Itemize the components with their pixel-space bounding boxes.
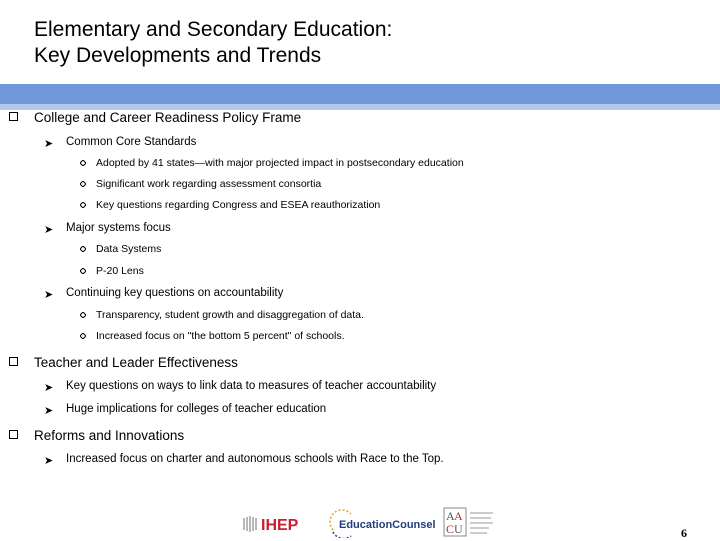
arrow-bullet-icon: ➤ (44, 455, 54, 467)
slide-title-line-2: Key Developments and Trends (34, 44, 322, 67)
bullet-level3: Increased focus on "the bottom 5 percent" of schools. (96, 330, 345, 342)
bullet-level2: Continuing key questions on accountability (66, 287, 284, 299)
bullet-level3: Key questions regarding Congress and ESEA reauthorization (96, 199, 381, 211)
square-bullet-icon (9, 357, 18, 366)
section-heading: College and Career Readiness Policy Frame (34, 110, 302, 125)
svg-text:U: U (454, 522, 463, 536)
bullet-level3: Adopted by 41 states—with major projected impact in postsecondary education (96, 157, 464, 169)
bullet-level2: Key questions on ways to link data to measures of teacher accountability (66, 380, 437, 392)
bullet-level2: Major systems focus (66, 222, 171, 234)
bullet-level3: Significant work regarding assessment consortia (96, 178, 322, 190)
ihep-logo-text: IHEP (261, 517, 299, 534)
svg-text:A: A (446, 509, 455, 523)
arrow-bullet-icon: ➤ (44, 405, 54, 417)
svg-text:A: A (454, 509, 463, 523)
bullet-level3: Transparency, student growth and disaggregation of data. (96, 309, 364, 321)
arrow-bullet-icon: ➤ (44, 289, 54, 301)
arrow-bullet-icon: ➤ (44, 138, 54, 150)
slide-title-line-1: Elementary and Secondary Education: (34, 18, 393, 41)
arrow-bullet-icon: ➤ (44, 382, 54, 394)
diamond-bullet-icon (80, 312, 86, 318)
bullet-level2: Common Core Standards (66, 136, 197, 148)
square-bullet-icon (9, 430, 18, 439)
section-heading: Teacher and Leader Effectiveness (34, 355, 238, 370)
bullet-level3: Data Systems (96, 243, 162, 255)
ihep-logo (243, 514, 323, 534)
diamond-bullet-icon (80, 202, 86, 208)
svg-text:C: C (446, 522, 455, 536)
square-bullet-icon (9, 112, 18, 121)
aacu-logo (443, 507, 497, 537)
education-counsel-logo (329, 508, 439, 538)
arrow-bullet-icon: ➤ (44, 224, 54, 236)
diamond-bullet-icon (80, 268, 86, 274)
education-counsel-text: EducationCounsel (339, 519, 436, 531)
diamond-bullet-icon (80, 333, 86, 339)
diamond-bullet-icon (80, 246, 86, 252)
section-heading: Reforms and Innovations (34, 428, 185, 443)
diamond-bullet-icon (80, 160, 86, 166)
bullet-level3: P-20 Lens (96, 265, 144, 277)
bullet-level2: Huge implications for colleges of teacher education (66, 403, 327, 415)
diamond-bullet-icon (80, 181, 86, 187)
page-number: 6 (681, 526, 687, 540)
bullet-level2: Increased focus on charter and autonomous schools with Race to the Top. (66, 453, 444, 465)
